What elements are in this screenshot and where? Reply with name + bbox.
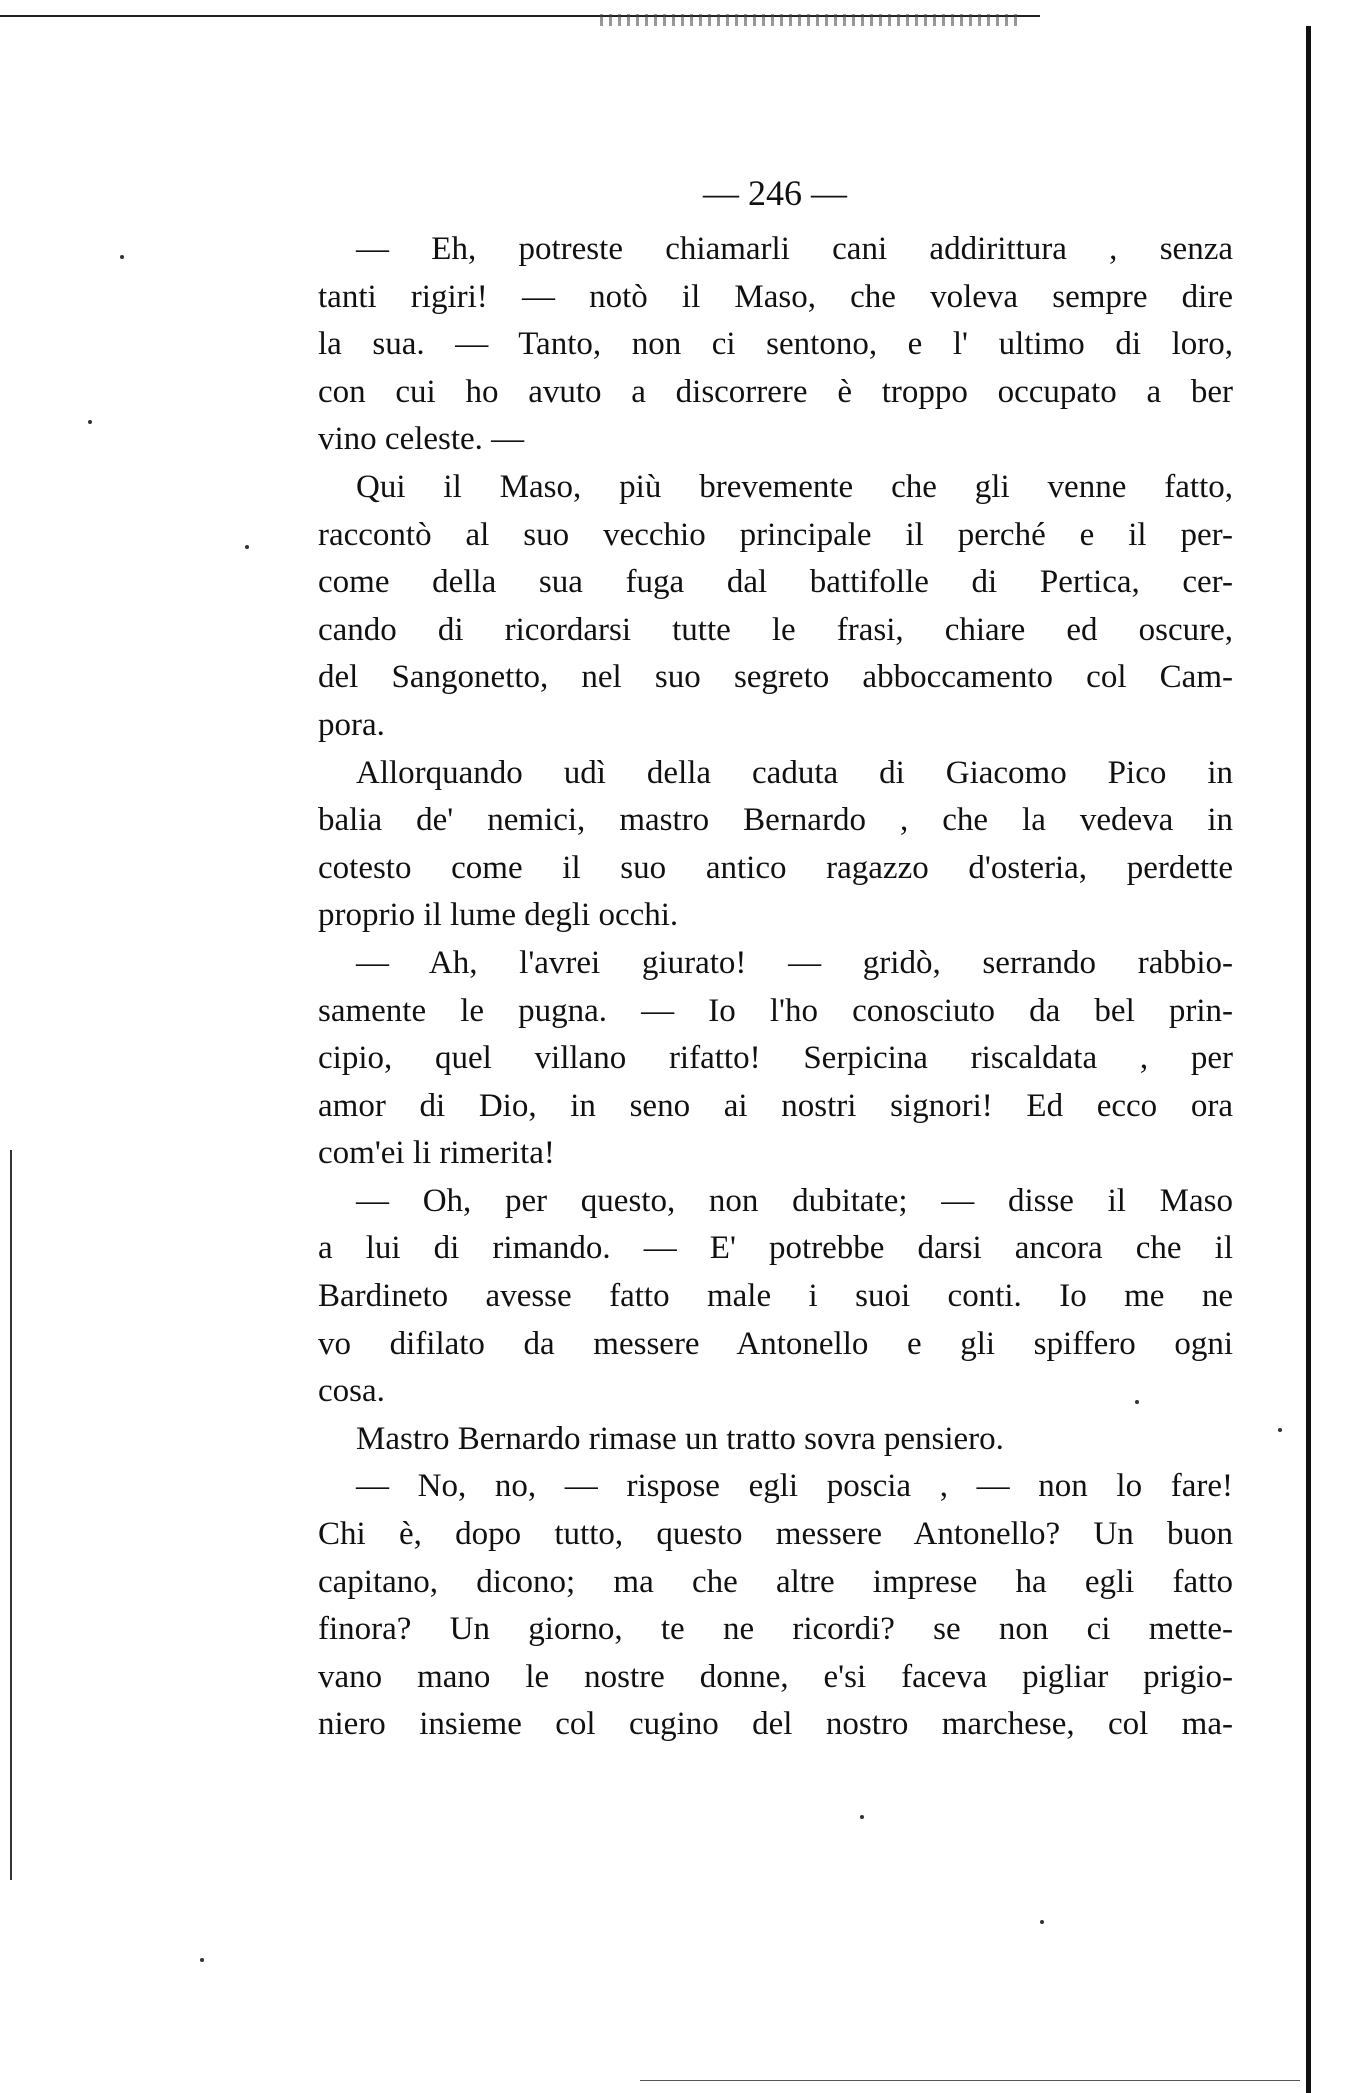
text-line: — Ah, l'avrei giurato! — gridò, serrando rabbio- [356, 944, 1233, 981]
scan-speck [88, 420, 92, 424]
text-line: — Oh, per questo, non dubitate; — disse il Maso [356, 1182, 1233, 1219]
scan-speck [245, 545, 249, 549]
text-line: vo difilato da messere Antonello e gli spiffero ogni [318, 1325, 1233, 1362]
text-line: niero insieme col cugino del nostro marchese, col ma- [318, 1706, 1233, 1743]
text-line: Qui il Maso, più brevemente che gli venne fatto, [356, 468, 1233, 505]
scan-smudge [600, 14, 1020, 26]
text-line: a lui di rimando. — E' potrebbe darsi ancora che il [318, 1230, 1233, 1267]
scan-speck [1278, 1428, 1282, 1432]
page-number: — 246 — [703, 173, 847, 213]
scan-speck [860, 1815, 864, 1819]
scan-right-edge [1306, 26, 1311, 2093]
text-line: proprio il lume degli occhi. [318, 897, 679, 934]
text-line: capitano, dicono; ma che altre imprese ha egli fatto [318, 1563, 1233, 1600]
text-line: cipio, quel villano rifatto! Serpicina riscaldata , per [318, 1040, 1233, 1077]
scan-left-edge [10, 1150, 12, 1880]
text-line: la sua. — Tanto, non ci sentono, e l' ultimo di loro, [318, 326, 1233, 363]
text-line: Bardineto avesse fatto male i suoi conti. Io me ne [318, 1278, 1233, 1315]
scan-speck [120, 255, 124, 259]
text-line: cando di ricordarsi tutte le frasi, chiare ed oscure, [318, 611, 1233, 648]
body-text [318, 226, 1233, 1749]
text-line: finora? Un giorno, te ne ricordi? se non ci mette- [318, 1611, 1233, 1648]
text-line: come della sua fuga dal battifolle di Pertica, cer- [318, 564, 1233, 601]
text-line: samente le pugna. — Io l'ho conosciuto da bel prin- [318, 992, 1233, 1029]
text-line: — Eh, potreste chiamarli cani addirittura , senza [356, 231, 1233, 267]
text-line: cotesto come il suo antico ragazzo d'osteria, perdette [318, 849, 1233, 886]
text-line: pora. [318, 706, 385, 743]
text-line: — No, no, — rispose egli poscia , — non lo fare! [356, 1468, 1233, 1505]
scan-bottom-edge [640, 2080, 1300, 2081]
text-line: com'ei li rimerita! [318, 1135, 555, 1172]
text-line: vano mano le nostre donne, e'si faceva pigliar prigio- [318, 1658, 1233, 1695]
text-line: Mastro Bernardo rimase un tratto sovra pensiero. [356, 1420, 1004, 1457]
text-line: Allorquando udì della caduta di Giacomo Pico in [356, 754, 1233, 791]
text-line: tanti rigiri! — notò il Maso, che voleva sempre dire [318, 278, 1233, 315]
text-line: vino celeste. — [318, 421, 525, 458]
text-line: del Sangonetto, nel suo segreto abboccamento col Cam- [318, 659, 1233, 696]
text-line: amor di Dio, in seno ai nostri signori! Ed ecco ora [318, 1087, 1233, 1124]
text-line: raccontò al suo vecchio principale il perché e il per- [318, 516, 1233, 553]
text-line: balia de' nemici, mastro Bernardo , che la vedeva in [318, 802, 1233, 839]
scan-speck [200, 1958, 204, 1962]
text-line: cosa. [318, 1373, 385, 1410]
text-line: con cui ho avuto a discorrere è troppo occupato a ber [318, 373, 1233, 410]
scan-speck [1040, 1920, 1044, 1924]
text-line: Chi è, dopo tutto, questo messere Antonello? Un buon [318, 1516, 1233, 1553]
